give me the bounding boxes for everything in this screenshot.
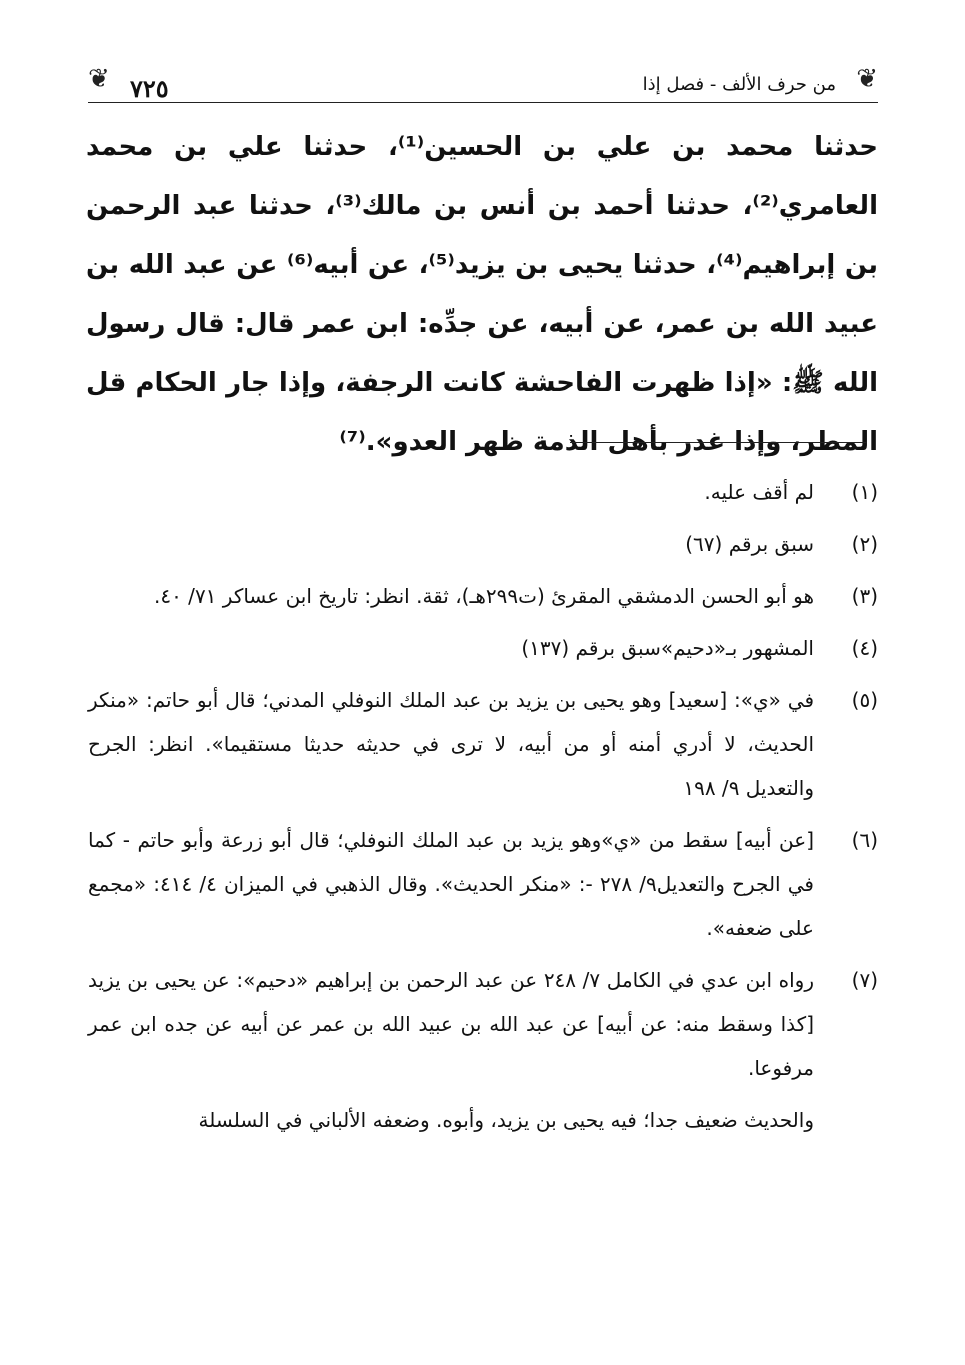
footnote	[88, 958, 878, 1090]
running-title: من حرف الألف - فصل إذا	[642, 74, 836, 95]
footnote-text: هو أبو الحسن الدمشقي المقرئ (ت٢٩٩هـ)، ثقة. انظر: تاريخ ابن عساكر ٧١/ ٤٠.	[153, 584, 814, 608]
footnote	[88, 626, 878, 670]
footnote-number: (١)	[851, 480, 878, 504]
footnote-text: سبق برقم (٦٧)	[685, 532, 814, 556]
footnote-number: (٧)	[851, 968, 878, 992]
footnote	[88, 522, 878, 566]
footnote-text: رواه ابن عدي في الكامل ٧/ ٢٤٨ عن عبد الرحمن بن إبراهيم «دحيم»: عن يحيى بن يزيد [كذا وسقط منه: عن أبيه] عن عبد الله بن عبيد الله بن عمر عن أبيه عن جده ابن عمر مرفوعا.	[88, 968, 814, 1080]
footnote-number: (٤)	[851, 636, 878, 660]
page-number: ٧٢٥	[130, 74, 169, 103]
hadith-paragraph: حدثنا محمد بن علي بن الحسين⁽¹⁾، حدثنا علي بن محمد العامري⁽²⁾، حدثنا أحمد بن أنس بن مالك⁽³⁾، حدثنا عبد الرحمن بن إبراهيم⁽⁴⁾، حدثنا يحيى بن يزيد⁽⁵⁾، عن أبيه⁽⁶⁾ عن عبد الله بن عبيد الله بن عمر، عن أبيه، عن جدِّه: ابن عمر قال: قال رسول الله ﷺ: «إذا ظهرت الفاحشة كانت الرجفة، وإذا جار الحكام قل المطر، وإذا غدر بأهل الذمة ظهر العدو».⁽⁷⁾	[86, 132, 879, 457]
floral-ornament-icon: ❦	[88, 64, 110, 94]
footnote-number: (٦)	[851, 828, 878, 852]
footnote	[88, 678, 878, 810]
footnote-number: (٣)	[851, 584, 878, 608]
footnotes	[88, 470, 878, 1142]
footnote	[88, 470, 878, 514]
footnote-text: في «ي»: [سعيد] وهو يحيى بن يزيد بن عبد الملك النوفلي المدني؛ قال أبو حاتم: «منكر الحديث، لا أدري أمنه أو من أبيه، لا ترى في حديثه حديثا مستقيما». انظر: الجرح والتعديل ٩/ ١٩٨	[88, 688, 814, 800]
continuation-text: والحديث ضعيف جدا؛ فيه يحيى بن يزيد، وأبوه. وضعفه الألباني في السلسلة	[198, 1108, 814, 1132]
footnote-text: لم أقف عليه.	[704, 480, 814, 504]
footnote-number: (٥)	[851, 688, 878, 712]
footnote	[88, 818, 878, 950]
footnote-text: المشهور بـ«دحيم»سبق برقم (١٣٧)	[521, 636, 814, 660]
footnote-divider	[570, 442, 867, 443]
footnote	[88, 574, 878, 618]
floral-ornament-icon: ❦	[856, 64, 878, 94]
footnote-text: [عن أبيه] سقط من «ي»وهو يزيد بن عبد الملك النوفلي؛ قال أبو زرعة وأبو حاتم - كما في الجرح والتعديل٩/ ٢٧٨ -: «منكر الحديث». وقال الذهبي في الميزان ٤/ ٤١٤: «مجمع على ضعفه».	[88, 828, 814, 940]
page-header	[88, 62, 878, 103]
footnote-number: (٢)	[851, 532, 878, 556]
main-text	[86, 118, 878, 472]
